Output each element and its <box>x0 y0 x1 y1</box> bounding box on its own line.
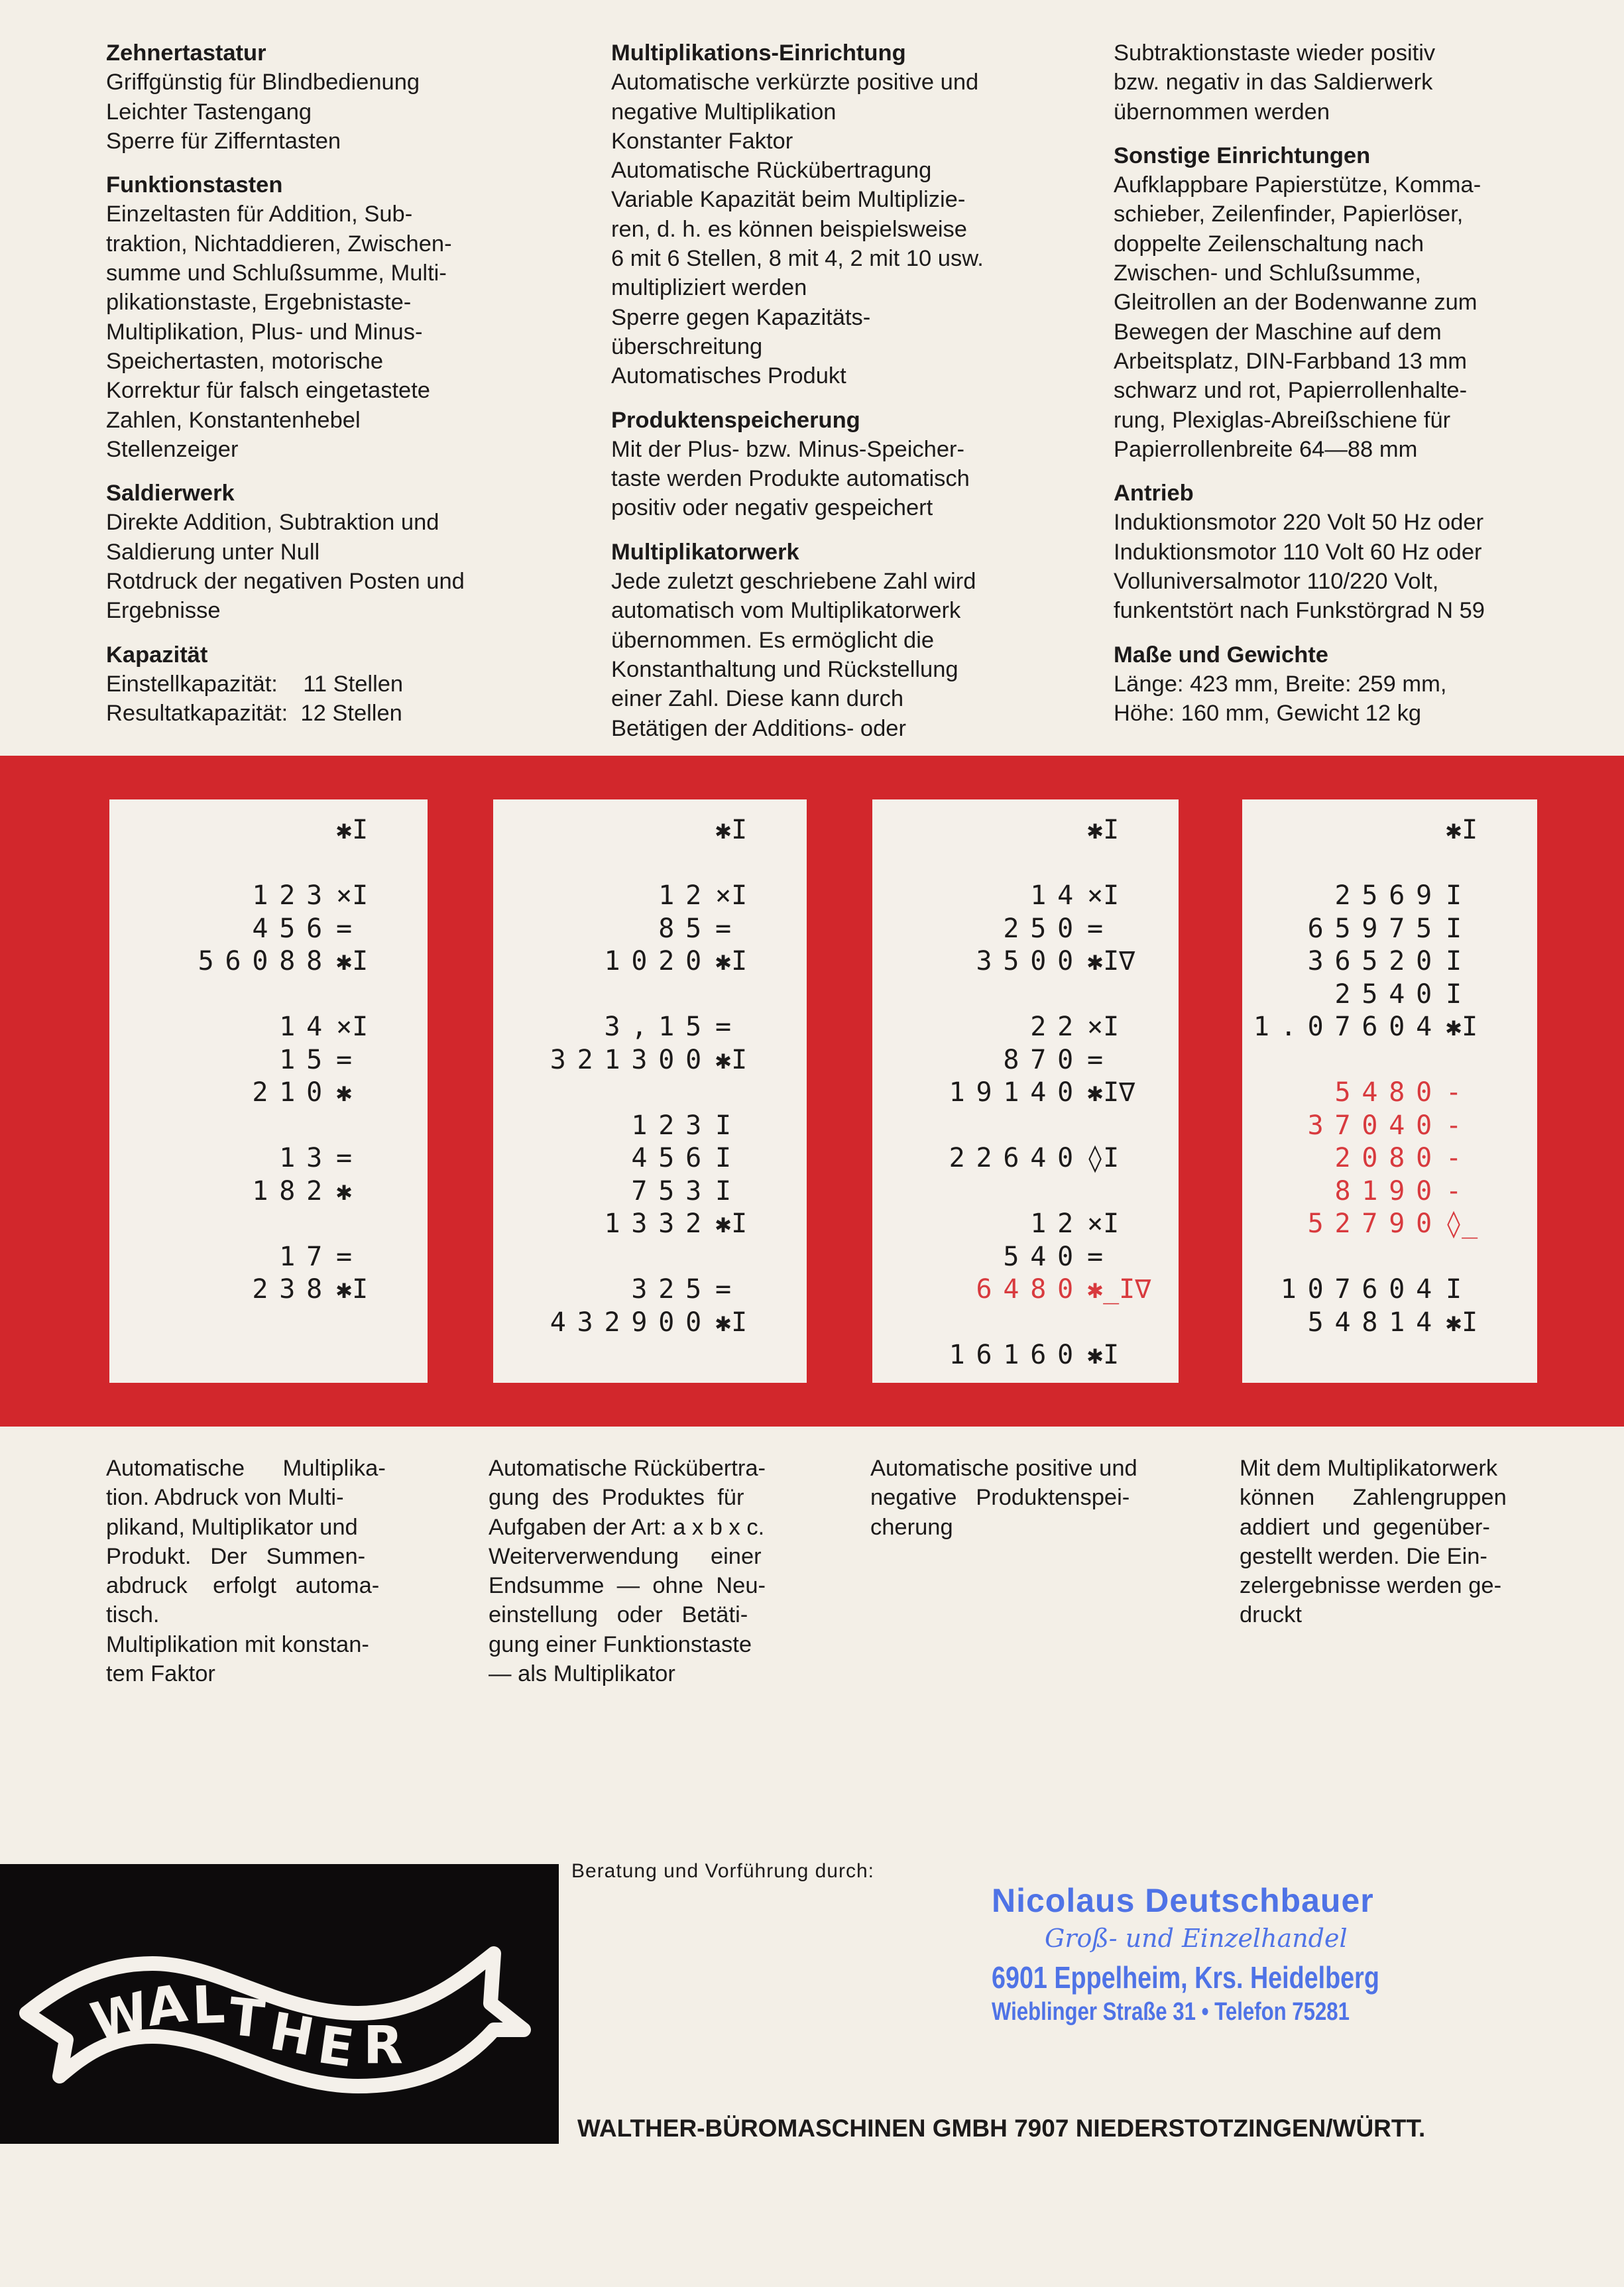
receipt-line <box>1253 945 1501 978</box>
receipt-line <box>1253 913 1501 946</box>
section-heading: Produktenspeicherung <box>611 407 860 433</box>
caption-line: Endsumme — ohne Neu- <box>489 1573 766 1599</box>
receipt-line <box>198 1175 392 1208</box>
receipt-number: 54814 <box>1307 1307 1443 1338</box>
receipt-symbol: ✱I <box>715 1307 748 1338</box>
receipt-number: 123 <box>631 1110 713 1141</box>
caption-line: Automatische Rückübertra- <box>489 1456 766 1481</box>
receipt-symbol: I <box>1446 1274 1462 1305</box>
receipt-strip-2 <box>493 799 807 1383</box>
receipt-line <box>949 1339 1143 1372</box>
caption-line: addiert und gegenüber- <box>1240 1514 1490 1540</box>
spec-column-1 <box>106 38 465 729</box>
receipt-symbol: ✱I <box>336 1274 369 1305</box>
receipt-line <box>550 1011 771 1044</box>
section-heading: Saldierwerk <box>106 481 235 506</box>
spec-section <box>611 38 984 391</box>
section-text-line: automatisch vom Multiplikatorwerk <box>611 598 961 624</box>
receipt-symbol: = <box>1087 1044 1104 1075</box>
receipt-line <box>550 1273 771 1307</box>
caption-line: können Zahlengruppen <box>1240 1485 1507 1511</box>
receipt-line <box>1253 1241 1501 1274</box>
section-text-line: Multiplikation, Plus- und Minus- <box>106 319 423 345</box>
receipt-symbol: - <box>1446 1143 1462 1173</box>
receipt-symbol: - <box>1446 1077 1462 1108</box>
receipt-symbol: I <box>715 1175 732 1206</box>
receipt-number: 456 <box>631 1143 713 1173</box>
receipt-line <box>949 1142 1143 1175</box>
section-text-line: 6 mit 6 Stellen, 8 mit 4, 2 mit 10 usw. <box>611 246 984 272</box>
receipt-symbol: ×I <box>1087 1012 1120 1042</box>
section-text-line: Korrektur für falsch eingetastete <box>106 378 430 404</box>
section-text-line: Subtraktionstaste wieder positiv <box>1114 40 1436 66</box>
receipt-symbol: - <box>1446 1110 1462 1141</box>
receipt-line <box>550 1077 771 1110</box>
section-text-line: traktion, Nichtaddieren, Zwischen- <box>106 231 452 257</box>
receipt-number: 1332 <box>604 1208 713 1239</box>
receipt-number: 3,15 <box>604 1012 713 1042</box>
receipt-number: 432900 <box>550 1307 713 1338</box>
receipt-symbol: = <box>715 913 732 944</box>
receipt-symbol: ✱I <box>715 1044 748 1075</box>
caption-2 <box>489 1454 820 1688</box>
caption-line: Multiplikation mit konstan- <box>106 1631 369 1657</box>
caption-line: tisch. <box>106 1602 160 1628</box>
receipt-number: 8190 <box>1334 1175 1443 1206</box>
section-heading: Multiplikations-Einrichtung <box>611 40 906 66</box>
receipt-printout <box>1253 814 1501 1339</box>
receipt-number: 2569 <box>1334 880 1443 911</box>
receipt-line <box>550 1175 771 1208</box>
receipt-strip-3 <box>872 799 1179 1383</box>
receipt-line <box>550 913 771 946</box>
dealer-trade: Groß- und Einzelhandel <box>1045 1924 1348 1953</box>
caption-line: Automatische Multiplika- <box>106 1456 386 1481</box>
receipt-symbol: I <box>715 1110 732 1141</box>
receipt-line <box>1253 1044 1501 1077</box>
section-text-line: Höhe: 160 mm, Gewicht 12 kg <box>1114 701 1422 727</box>
receipt-symbol: ✱ <box>336 1077 353 1108</box>
receipt-line <box>550 814 771 847</box>
spec-section <box>1114 141 1485 464</box>
receipt-line <box>949 1044 1143 1077</box>
receipt-symbol: ×I <box>336 1012 369 1042</box>
spec-section <box>1114 38 1485 127</box>
caption-line: Produkt. Der Summen- <box>106 1543 366 1569</box>
svg-text:L: L <box>191 1975 227 2036</box>
section-text-line: Variable Kapazität beim Multiplizie- <box>611 187 966 213</box>
section-text-line: Einzeltasten für Addition, Sub- <box>106 202 413 227</box>
section-text-line: Automatisches Produkt <box>611 363 846 389</box>
receipt-line <box>550 1307 771 1340</box>
caption-line: Mit dem Multiplikatorwerk <box>1240 1456 1498 1481</box>
section-text-line: Arbeitsplatz, DIN-Farbband 13 mm <box>1114 348 1468 374</box>
receipt-number: 182 <box>252 1175 333 1206</box>
receipt-number: 13 <box>279 1143 333 1173</box>
receipt-number: 85 <box>658 913 713 944</box>
section-heading: Zehnertastatur <box>106 40 266 66</box>
receipt-symbol: ✱I <box>1446 815 1478 845</box>
receipt-number: 1020 <box>604 946 713 976</box>
spec-column-3 <box>1114 38 1485 729</box>
receipt-line <box>1253 1011 1501 1044</box>
receipt-symbol: ✱I <box>1446 1012 1478 1042</box>
receipt-line <box>949 913 1143 946</box>
receipt-number: 14 <box>279 1012 333 1042</box>
receipt-number: 14 <box>1030 880 1084 911</box>
receipt-line <box>550 847 771 880</box>
receipt-line <box>198 913 392 946</box>
section-text-line: Jede zuletzt geschriebene Zahl wird <box>611 569 976 595</box>
dealer-city: 6901 Eppelheim, Krs. Heidelberg <box>992 1960 1379 1995</box>
section-text-line: Betätigen der Additions- oder <box>611 715 906 741</box>
receipt-line <box>198 814 392 847</box>
caption-line: negative Produktenspei- <box>870 1485 1130 1511</box>
section-heading: Sonstige Einrichtungen <box>1114 143 1371 168</box>
section-text-line: taste werden Produkte automatisch <box>611 466 970 492</box>
spec-section <box>1114 479 1485 625</box>
receipt-symbol: = <box>336 1241 353 1272</box>
receipt-printout <box>198 814 392 1307</box>
receipt-symbol: I <box>1446 978 1462 1010</box>
receipt-number: 870 <box>1003 1044 1084 1075</box>
section-text-line: Induktionsmotor 110 Volt 60 Hz oder <box>1114 539 1482 565</box>
receipt-number: 123 <box>252 880 333 911</box>
section-text-line: Stellenzeiger <box>106 436 239 462</box>
section-text-line: einer Zahl. Diese kann durch <box>611 686 904 712</box>
receipt-symbol: ×I <box>1087 880 1120 911</box>
receipt-line <box>198 1077 392 1110</box>
section-text-line: funkentstört nach Funkstörgrad N 59 <box>1114 598 1485 624</box>
receipt-number: 540 <box>1003 1241 1084 1272</box>
section-text-line: negative Multiplikation <box>611 99 837 125</box>
caption-line: gung einer Funktionstaste <box>489 1631 752 1657</box>
receipt-number: 2540 <box>1334 978 1443 1010</box>
section-text-line: Ergebnisse <box>106 598 221 624</box>
receipt-number: 22640 <box>949 1143 1084 1173</box>
section-text-line: Speichertasten, motorische <box>106 348 384 374</box>
section-text-line: Gleitrollen an der Bodenwanne zum <box>1114 290 1478 316</box>
svg-text:W: W <box>85 1981 156 2053</box>
spec-section <box>106 640 465 729</box>
receipt-printout <box>550 814 771 1339</box>
receipt-line <box>1253 1142 1501 1175</box>
receipt-line <box>550 1241 771 1274</box>
receipt-line <box>550 945 771 978</box>
section-text-line: Volluniversalmotor 110/220 Volt, <box>1114 569 1439 595</box>
walther-logo <box>0 1864 559 2144</box>
section-text-line: Zwischen- und Schlußsumme, <box>1114 261 1421 286</box>
svg-text:T: T <box>225 1987 268 2050</box>
receipt-number: 17 <box>279 1241 333 1272</box>
receipt-line <box>949 1208 1143 1241</box>
receipt-number: 325 <box>631 1274 713 1305</box>
receipt-line <box>1253 847 1501 880</box>
receipt-symbol: ✱I <box>1087 815 1120 845</box>
receipt-number: 753 <box>631 1175 713 1206</box>
spec-section <box>106 479 465 625</box>
caption-line: cherung <box>870 1514 953 1540</box>
receipt-symbol: I <box>715 1143 732 1173</box>
receipt-number: 37040 <box>1307 1110 1443 1141</box>
receipt-symbol: = <box>1087 1241 1104 1272</box>
receipt-line <box>198 945 392 978</box>
section-text-line: Leichter Tastengang <box>106 99 312 125</box>
section-heading: Funktionstasten <box>106 172 283 198</box>
dealer-stamp <box>992 1881 1464 2026</box>
section-text-line: Rotdruck der negativen Posten und <box>106 569 465 595</box>
receipt-line <box>198 1208 392 1241</box>
section-text-line: ren, d. h. es können beispielsweise <box>611 216 967 242</box>
receipt-symbol: ◊I <box>1087 1143 1120 1173</box>
receipt-number: 6480 <box>976 1274 1084 1305</box>
receipt-line <box>949 880 1143 913</box>
section-text-line: Konstanter Faktor <box>611 128 793 154</box>
company-footer: WALTHER-BÜROMASCHINEN GMBH 7907 NIEDERSTOTZINGEN/WÜRTT. <box>577 2115 1426 2142</box>
receipt-line <box>550 1208 771 1241</box>
receipt-number: 2080 <box>1334 1143 1443 1173</box>
caption-line: Weiterverwendung einer <box>489 1543 762 1569</box>
caption-line: tion. Abdruck von Multi- <box>106 1485 344 1511</box>
receipt-number: 15 <box>279 1044 333 1075</box>
section-text-line: Griffgünstig für Blindbedienung <box>106 70 420 95</box>
receipt-line <box>198 1011 392 1044</box>
section-text-line: Aufklappbare Papierstütze, Komma- <box>1114 172 1481 198</box>
receipt-symbol: = <box>336 1044 353 1075</box>
receipt-symbol: = <box>336 1143 353 1173</box>
receipt-line <box>949 847 1143 880</box>
caption-line: zelergebnisse werden ge- <box>1240 1573 1502 1599</box>
section-text-line: überschreitung <box>611 333 763 359</box>
receipt-strip-4 <box>1242 799 1537 1383</box>
receipt-symbol: ✱I <box>1087 1340 1120 1370</box>
receipt-line <box>550 880 771 913</box>
section-text-line: Einstellkapazität: 11 Stellen <box>106 671 404 697</box>
section-text-line: bzw. negativ in das Saldierwerk <box>1114 70 1433 95</box>
receipt-symbol: ✱I <box>336 946 369 976</box>
svg-text:E: E <box>314 2015 358 2080</box>
receipt-line <box>198 847 392 880</box>
section-text-line: Länge: 423 mm, Breite: 259 mm, <box>1114 671 1447 697</box>
section-text-line: Resultatkapazität: 12 Stellen <box>106 701 402 727</box>
receipt-line <box>949 1077 1143 1110</box>
section-text-line: Direkte Addition, Subtraktion und <box>106 510 439 536</box>
receipt-line <box>949 1273 1151 1307</box>
receipt-line <box>198 1142 392 1175</box>
receipt-symbol: ×I <box>336 880 369 911</box>
receipt-number: 12 <box>658 880 713 911</box>
receipt-symbol: I <box>1446 946 1462 976</box>
section-heading: Multiplikatorwerk <box>611 539 799 565</box>
receipt-symbol: I <box>1446 880 1462 911</box>
section-text-line: Automatische verkürzte positive und <box>611 70 979 95</box>
receipt-symbol: I <box>1446 913 1462 944</box>
receipt-line <box>949 1011 1143 1044</box>
receipt-number: 456 <box>252 913 333 944</box>
receipt-line <box>1253 1273 1501 1307</box>
receipt-line <box>550 1044 771 1077</box>
receipt-line <box>1253 814 1501 847</box>
caption-line: tem Faktor <box>106 1661 215 1687</box>
caption-line: gestellt werden. Die Ein- <box>1240 1543 1487 1569</box>
section-text-line: multipliziert werden <box>611 275 807 301</box>
receipt-line <box>949 1110 1143 1143</box>
receipt-symbol: ×I <box>715 880 748 911</box>
caption-3 <box>870 1454 1202 1542</box>
receipt-line <box>1253 1175 1501 1208</box>
section-text-line: Sperre für Zifferntasten <box>106 128 341 154</box>
receipt-number: 5480 <box>1334 1077 1443 1108</box>
receipt-symbol: ✱I <box>1446 1307 1478 1338</box>
caption-1 <box>106 1454 437 1688</box>
receipt-line <box>1253 1307 1501 1340</box>
receipt-line <box>198 1241 392 1274</box>
receipt-number: 321300 <box>550 1044 713 1075</box>
section-heading: Kapazität <box>106 642 208 668</box>
receipt-symbol: ✱I <box>715 1208 748 1239</box>
caption-line: druckt <box>1240 1602 1302 1628</box>
spec-section <box>106 170 465 464</box>
receipt-line <box>1253 1077 1501 1110</box>
section-text-line: Sperre gegen Kapazitäts- <box>611 304 871 330</box>
receipt-symbol: ✱I∇ <box>1087 1077 1135 1108</box>
section-text-line: Papierrollenbreite 64—88 mm <box>1114 436 1418 462</box>
spec-section <box>611 406 984 523</box>
receipt-line <box>949 1241 1143 1274</box>
receipt-line <box>1253 978 1501 1012</box>
section-text-line: Bewegen der Maschine auf dem <box>1114 319 1442 345</box>
section-text-line: plikationstaste, Ergebnistaste- <box>106 290 412 316</box>
section-text-line: Induktionsmotor 220 Volt 50 Hz oder <box>1114 510 1484 536</box>
receipt-symbol: - <box>1446 1175 1462 1206</box>
receipt-line <box>1253 1208 1501 1241</box>
section-heading: Antrieb <box>1114 481 1194 506</box>
receipt-number: 210 <box>252 1077 333 1108</box>
section-text-line: Konstanthaltung und Rückstellung <box>611 656 958 682</box>
dealer-name: Nicolaus Deutschbauer <box>992 1882 1374 1919</box>
receipt-number: 238 <box>252 1274 333 1305</box>
receipt-line <box>550 1110 771 1143</box>
receipt-number: 12 <box>1030 1208 1084 1239</box>
spec-section <box>106 38 465 156</box>
receipt-line <box>1253 1110 1501 1143</box>
caption-line: — als Multiplikator <box>489 1661 675 1687</box>
receipt-number: 65975 <box>1307 913 1443 944</box>
receipt-line <box>949 814 1143 847</box>
receipt-number: 56088 <box>198 946 333 976</box>
consultation-label: Beratung und Vorführung durch: <box>571 1860 874 1882</box>
section-text-line: Automatische Rückübertragung <box>611 158 932 184</box>
receipt-symbol: ✱I <box>336 815 369 845</box>
receipt-symbol: ◊̲ <box>1446 1208 1478 1239</box>
spec-section <box>1114 640 1485 729</box>
receipt-number: 16160 <box>949 1340 1084 1370</box>
caption-line: plikand, Multiplikator und <box>106 1514 358 1540</box>
section-text-line: rung, Plexiglas-Abreißschiene für <box>1114 407 1451 433</box>
receipt-symbol: = <box>336 913 353 944</box>
receipt-line <box>550 1142 771 1175</box>
walther-banner-icon <box>0 1864 559 2144</box>
svg-text:R: R <box>363 2016 404 2076</box>
receipt-line <box>198 1044 392 1077</box>
receipt-number: 250 <box>1003 913 1084 944</box>
receipt-line <box>198 880 392 913</box>
receipt-symbol: ✱I <box>715 815 748 845</box>
receipt-line <box>198 978 392 1012</box>
svg-text:H: H <box>265 2001 319 2068</box>
receipt-line <box>198 1110 392 1143</box>
receipt-line <box>1253 880 1501 913</box>
spec-column-2 <box>611 38 984 743</box>
section-text-line: schwarz und rot, Papierrollenhalte- <box>1114 378 1468 404</box>
section-text-line: übernommen. Es ermöglicht die <box>611 627 935 653</box>
receipt-symbol: ✱I∇ <box>1087 946 1135 976</box>
section-text-line: schieber, Zeilenfinder, Papierlöser, <box>1114 202 1464 227</box>
receipt-number: 19140 <box>949 1077 1084 1108</box>
receipt-symbol: ×I <box>1087 1208 1120 1239</box>
dealer-address: Wieblinger Straße 31 • Telefon 75281 <box>992 1998 1350 2026</box>
caption-4 <box>1240 1454 1571 1630</box>
caption-line: einstellung oder Betäti- <box>489 1602 748 1628</box>
receipt-symbol: = <box>715 1274 732 1305</box>
section-text-line: Saldierung unter Null <box>106 539 320 565</box>
section-heading: Maße und Gewichte <box>1114 642 1328 668</box>
receipt-number: 52790 <box>1307 1208 1443 1239</box>
section-text-line: summe und Schlußsumme, Multi- <box>106 261 447 286</box>
receipt-number: 1.07604 <box>1253 1012 1443 1042</box>
receipt-line <box>949 1307 1143 1340</box>
receipt-symbol: ✱ <box>336 1175 353 1206</box>
receipt-printout <box>949 814 1151 1372</box>
section-text-line: doppelte Zeilenschaltung nach <box>1114 231 1424 257</box>
receipt-symbol: = <box>1087 913 1104 944</box>
receipt-symbol: ✱̲I∇ <box>1087 1274 1151 1305</box>
receipt-line <box>949 945 1143 978</box>
receipt-line <box>550 978 771 1012</box>
receipt-line <box>198 1273 392 1307</box>
receipt-strip-1 <box>109 799 428 1383</box>
caption-line: abdruck erfolgt automa- <box>106 1573 380 1599</box>
receipt-symbol: = <box>715 1012 732 1042</box>
receipt-line <box>949 1175 1143 1208</box>
caption-line: Aufgaben der Art: a x b x c. <box>489 1514 765 1540</box>
section-text-line: Zahlen, Konstantenhebel <box>106 407 361 433</box>
spec-section <box>611 538 984 743</box>
section-text-line: positiv oder negativ gespeichert <box>611 495 933 521</box>
receipt-symbol: ✱I <box>715 946 748 976</box>
section-text-line: übernommen werden <box>1114 99 1330 125</box>
receipt-line <box>949 978 1143 1012</box>
section-text-line: Mit der Plus- bzw. Minus-Speicher- <box>611 436 964 462</box>
receipt-number: 3500 <box>976 946 1084 976</box>
receipt-number: 107604 <box>1280 1274 1443 1305</box>
receipt-number: 22 <box>1030 1012 1084 1042</box>
caption-line: Automatische positive und <box>870 1456 1137 1481</box>
receipt-number: 36520 <box>1307 946 1443 976</box>
svg-text:A: A <box>143 1973 191 2039</box>
caption-line: gung des Produktes für <box>489 1485 744 1511</box>
